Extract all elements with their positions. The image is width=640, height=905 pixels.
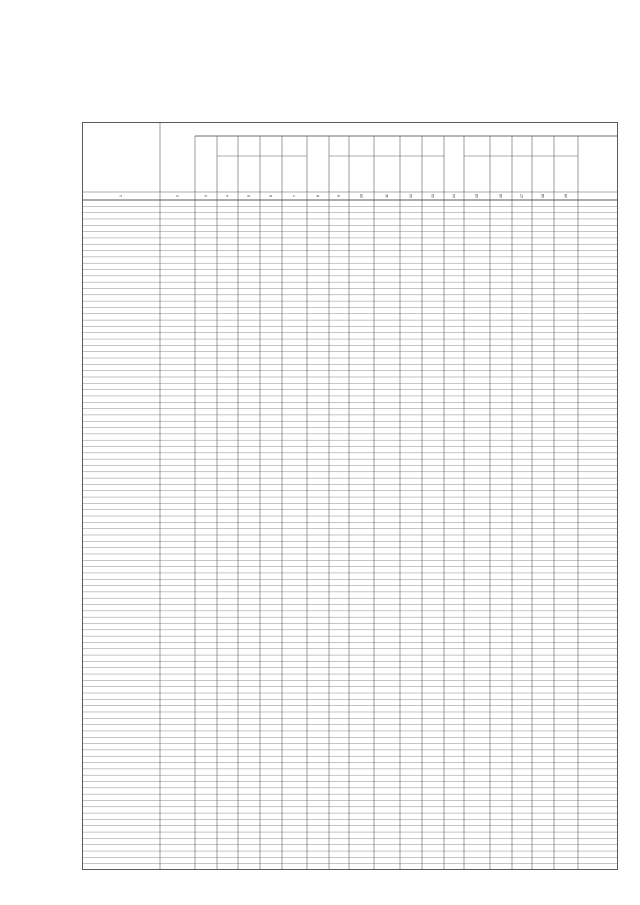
column-number: 5 — [246, 195, 251, 197]
column-number: 19 — [563, 194, 568, 198]
report-sheet — [82, 122, 618, 870]
column-number: 7 — [292, 195, 297, 197]
table-border — [83, 123, 618, 870]
report-table — [82, 122, 618, 870]
column-number: 9 — [336, 195, 341, 197]
column-number: 17 — [519, 194, 524, 198]
column-number: 1 — [118, 195, 123, 197]
column-number: 16 — [498, 194, 503, 198]
column-number: 15 — [474, 194, 479, 198]
column-number: 10 — [359, 194, 364, 198]
column-number: 12 — [408, 194, 413, 198]
column-number: 2 — [175, 195, 180, 197]
column-number: 6 — [268, 195, 273, 197]
column-number: 18 — [540, 194, 545, 198]
column-number: 3 — [203, 195, 208, 197]
column-number: 8 — [315, 195, 320, 197]
column-number: 14 — [451, 194, 456, 198]
column-number: 13 — [430, 194, 435, 198]
column-number: 4 — [225, 195, 230, 197]
column-number: 11 — [384, 194, 389, 198]
